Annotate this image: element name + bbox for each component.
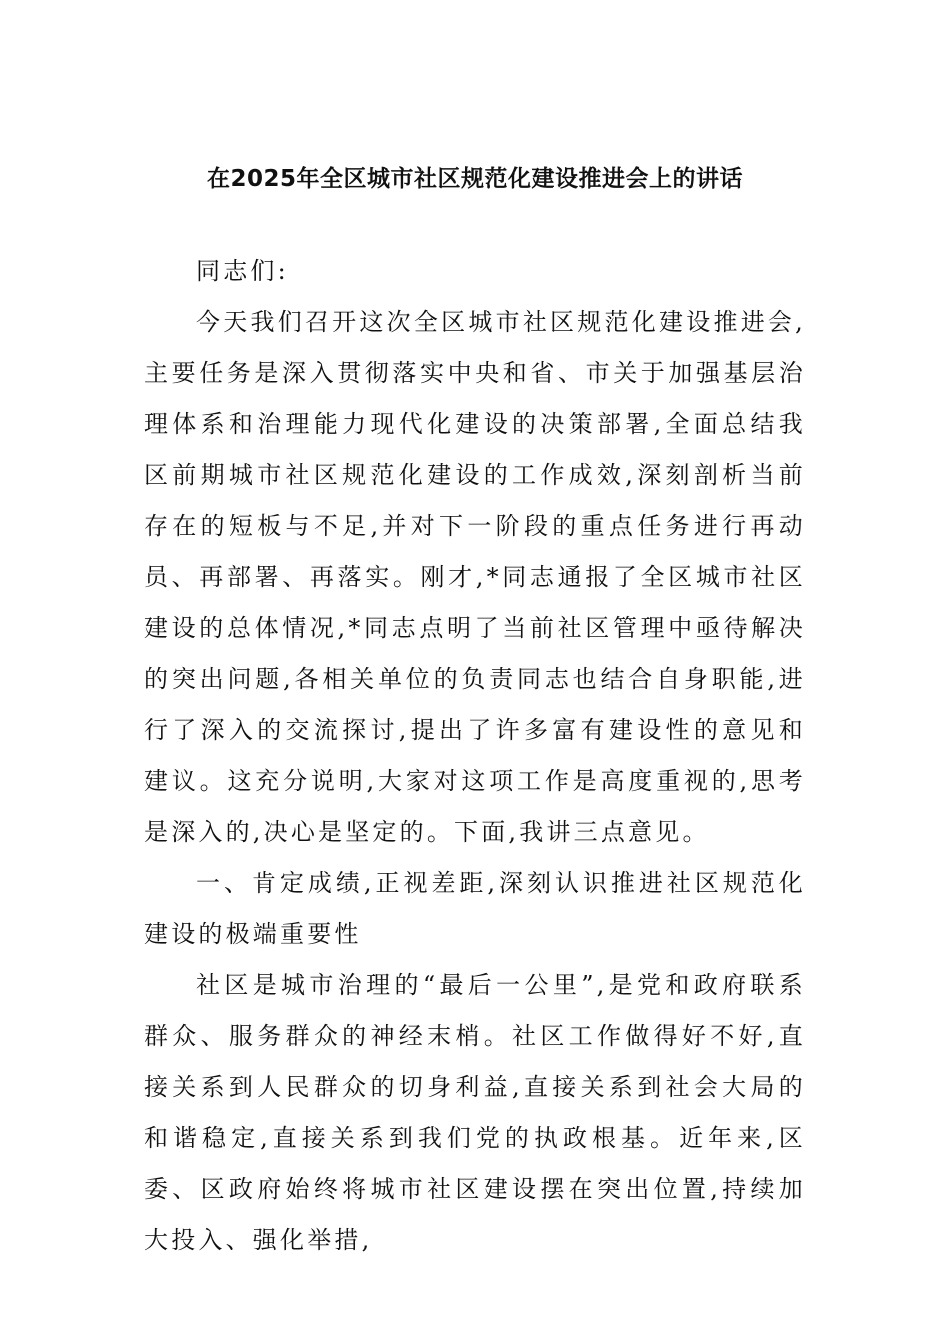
document-title: 在2025年全区城市社区规范化建设推进会上的讲话 — [206, 166, 743, 192]
salutation: 同志们: — [196, 257, 289, 285]
paragraph-opening: 今天我们召开这次全区城市社区规范化建设推进会,主要任务是深入贯彻落实中央和省、市关于加强基层治理体系和治理能力现代化建设的决策部署,全面总结我区前期城市社区规范化建设的工作成效,深刻剖析当前存在的短板与不足,并对下一阶段的重点任务进行再动员、再部署、再落实。刚才,*同志通报了全区城市社区建设的总体情况,*同志点明了当前社区管理中亟待解决的突出问题,各相关单位的负责同志也结合自身职能,进行了深入的交流探讨,提出了许多富有建设性的意见和建议。这充分说明,大家对这项工作是高度重视的,思考是深入的,决心是坚定的。下面,我讲三点意见。 — [144, 308, 806, 846]
document-body — [144, 246, 806, 1266]
section-heading-1: 一、肯定成绩,正视差距,深刻认识推进社区规范化建设的极端重要性 — [144, 869, 806, 948]
paragraph-community: 社区是城市治理的“最后一公里”,是党和政府联系群众、服务群众的神经末梢。社区工作做得好不好,直接关系到人民群众的切身利益,直接关系到社会大局的和谐稳定,直接关系到我们党的执政根基。近年来,区委、区政府始终将城市社区建设摆在突出位置,持续加大投入、强化举措, — [144, 971, 806, 1254]
